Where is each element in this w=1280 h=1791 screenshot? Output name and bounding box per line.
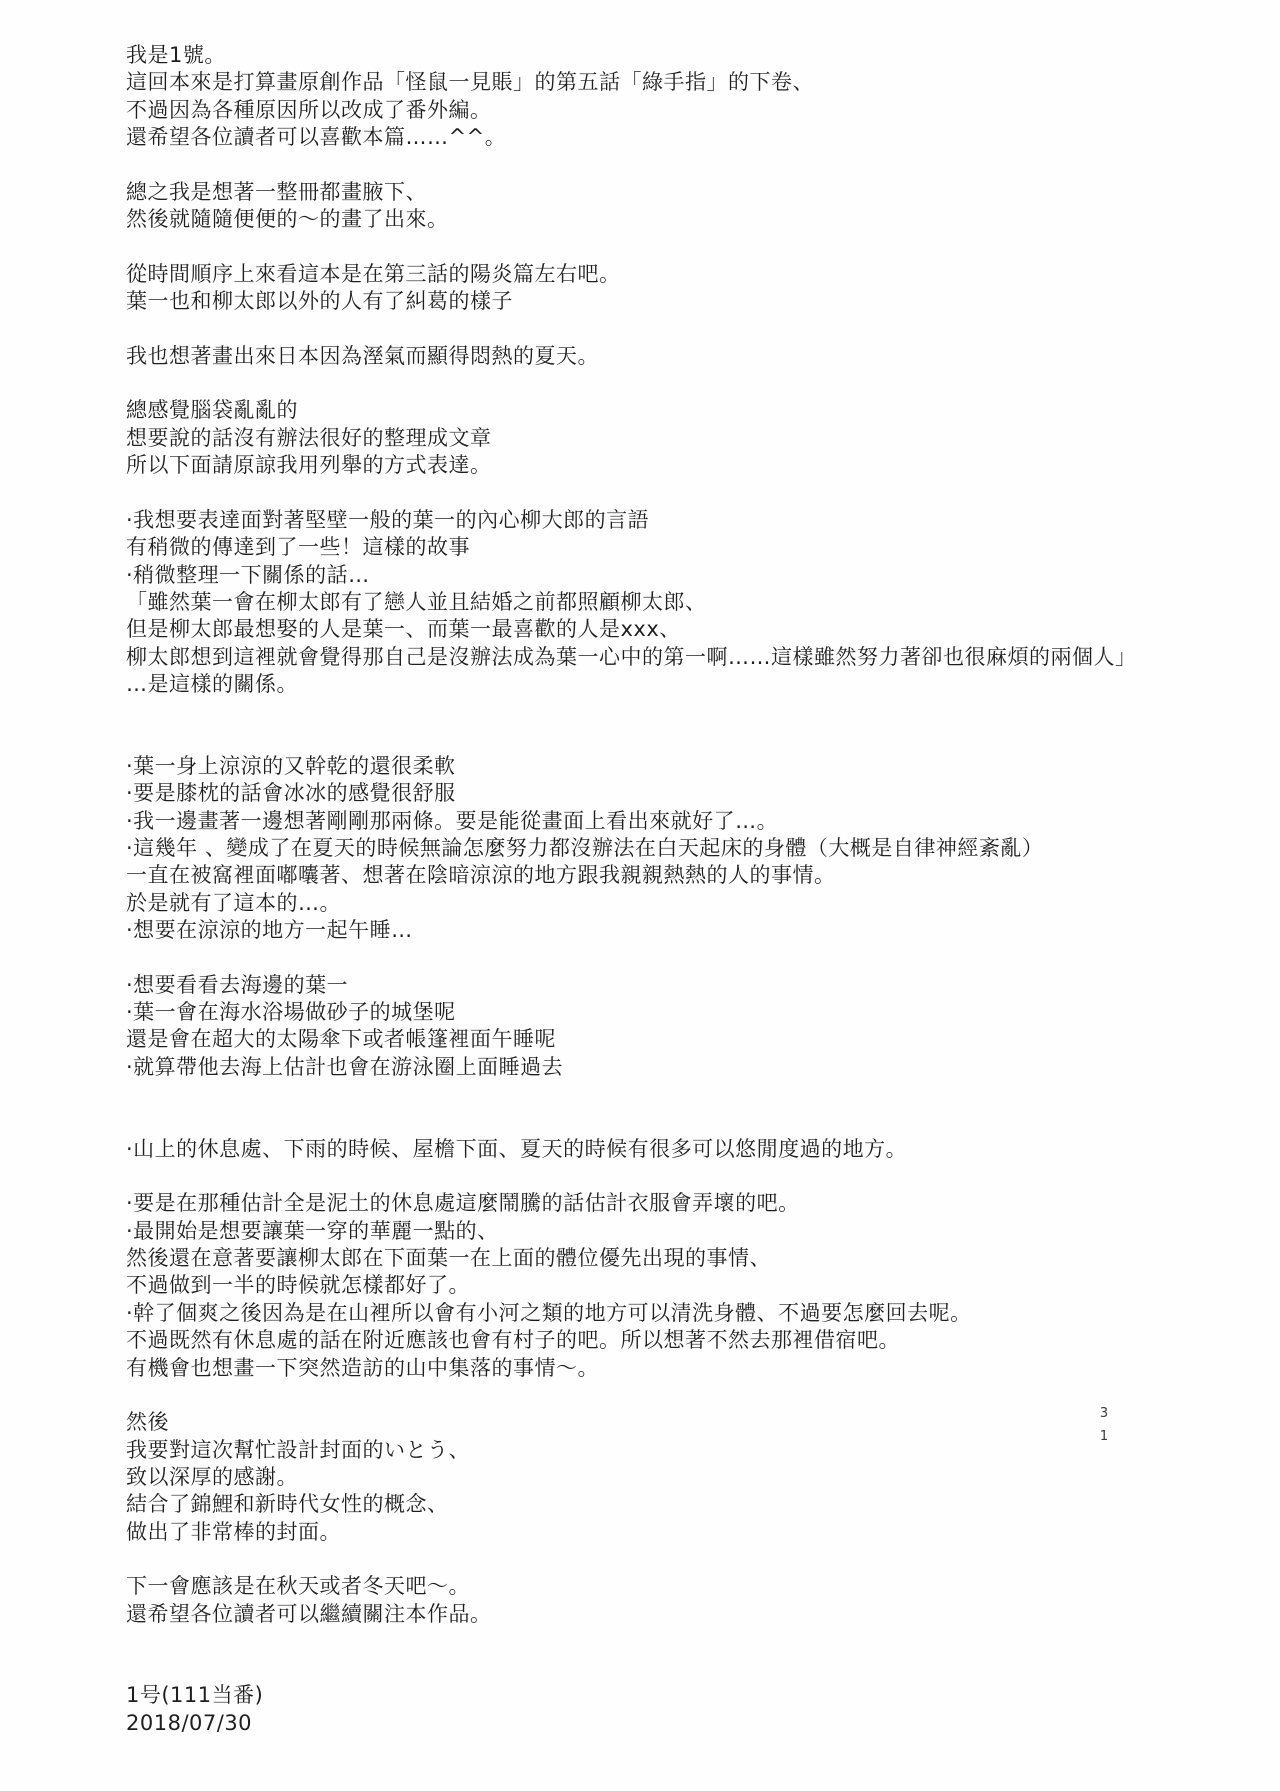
blank-line xyxy=(126,1382,1186,1409)
text-line: ·葉一身上涼涼的又幹乾的還很柔軟 xyxy=(126,753,456,778)
text-line: …是這樣的關係。 xyxy=(126,671,298,696)
text-line: ·我想要表達面對著堅壁一般的葉一的內心柳大郎的言語 xyxy=(126,507,650,532)
text-line: 致以深厚的感謝。 xyxy=(126,1464,298,1489)
text-line: 想要說的話沒有辦法很好的整理成文章 xyxy=(126,425,492,450)
text-line: 有稍微的傳達到了一些！這樣的故事 xyxy=(126,535,470,560)
text-line: ·葉一會在海水浴場做砂子的城堡呢 xyxy=(126,1000,456,1025)
text-line: 還是會在超大的太陽傘下或者帳篷裡面午睡呢 xyxy=(126,1027,556,1052)
signature-block xyxy=(126,1682,263,1737)
page-number-bottom: 1 xyxy=(1099,1429,1109,1444)
text-line: 下一會應該是在秋天或者冬天吧～。 xyxy=(126,1574,470,1599)
text-line: 於是就有了這本的…。 xyxy=(126,890,341,915)
text-line: 有機會也想畫一下突然造訪的山中集落的事情～。 xyxy=(126,1355,599,1380)
text-line: 我是1號。 xyxy=(126,43,226,67)
text-line: ·想要在涼涼的地方一起午睡… xyxy=(126,918,413,942)
blank-line xyxy=(126,370,1186,397)
text-line: 葉一也和柳太郎以外的人有了糾葛的樣子 xyxy=(126,289,513,314)
text-line: ·就算帶他去海上估計也會在游泳圈上面睡過去 xyxy=(126,1054,564,1079)
text-line: 還希望各位讀者可以繼續關注本作品。 xyxy=(126,1601,492,1626)
afterword-body xyxy=(126,42,1186,1628)
page-number-top: 3 xyxy=(1099,1406,1109,1421)
blank-line xyxy=(126,726,1186,753)
text-line: 總之我是想著一整冊都畫腋下、 xyxy=(126,179,427,204)
text-line: ·想要看看去海邊的葉一 xyxy=(126,972,349,997)
text-line: 這回本來是打算畫原創作品「怪鼠一見賬」的第五話「綠手指」的下卷、 xyxy=(126,70,814,95)
blank-line xyxy=(126,1108,1186,1135)
text-line: ·要是在那種估計全是泥土的休息處這麼鬧騰的話估計衣服會弄壞的吧。 xyxy=(126,1191,800,1216)
blank-line xyxy=(126,151,1186,178)
text-line: 不過做到一半的時候就怎樣都好了。 xyxy=(126,1273,470,1298)
text-line: 一直在被窩裡面嘟囔著、想著在陰暗涼涼的地方跟我親親熱熱的人的事情。 xyxy=(126,863,836,888)
blank-line xyxy=(126,1546,1186,1573)
text-line: 「雖然葉一會在柳太郎有了戀人並且結婚之前都照顧柳太郎、 xyxy=(126,589,707,614)
text-line: 從時間順序上來看這本是在第三話的陽炎篇左右吧。 xyxy=(126,261,621,286)
text-line: 不過既然有休息處的話在附近應該也會有村子的吧。所以想著不然去那裡借宿吧。 xyxy=(126,1328,900,1353)
blank-line xyxy=(126,944,1186,971)
blank-line xyxy=(126,1163,1186,1190)
text-line: ·稍微整理一下關係的話… xyxy=(126,562,370,587)
blank-line xyxy=(126,1081,1186,1108)
text-line: 還希望各位讀者可以喜歡本篇……^^。 xyxy=(126,125,507,150)
text-line: 所以下面請原諒我用列舉的方式表達。 xyxy=(126,453,492,478)
blank-line xyxy=(126,233,1186,260)
text-line: 柳太郎想到這裡就會覺得那自己是沒辦法成為葉一心中的第一啊……這樣雖然努力著卻也很麻煩的兩個人」 xyxy=(126,644,1137,669)
text-line: ·最開始是想要讓葉一穿的華麗一點的、 xyxy=(126,1218,499,1243)
text-line: ·這幾年 、變成了在夏天的時候無論怎麼努力都沒辦法在白天起床的身體（大概是自律神經紊亂） xyxy=(126,835,1044,860)
text-line: 然後 xyxy=(126,1410,169,1435)
text-line: ·幹了個爽之後因為是在山裡所以會有小河之類的地方可以清洗身體、不過要怎麼回去呢。 xyxy=(126,1300,972,1325)
blank-line xyxy=(126,315,1186,342)
text-line: 然後就隨隨便便的～的畫了出來。 xyxy=(126,207,449,232)
text-line: 不過因為各種原因所以改成了番外編。 xyxy=(126,97,492,122)
text-line: ·要是膝枕的話會冰冰的感覺很舒服 xyxy=(126,781,456,806)
blank-line xyxy=(126,698,1186,725)
blank-line xyxy=(126,480,1186,507)
text-line: 但是柳太郎最想娶的人是葉一、而葉一最喜歡的人是xxx、 xyxy=(126,617,681,642)
author-name: 1号(111当番) xyxy=(126,1683,264,1707)
page-number xyxy=(1097,1402,1111,1448)
text-line: 總感覺腦袋亂亂的 xyxy=(126,398,298,423)
publish-date: 2018/07/30 xyxy=(126,1710,253,1735)
text-line: 做出了非常棒的封面。 xyxy=(126,1519,341,1544)
text-line: ·山上的休息處、下雨的時候、屋檐下面、夏天的時候有很多可以悠閒度過的地方。 xyxy=(126,1136,908,1161)
text-line: 我要對這次幫忙設計封面的いとう、 xyxy=(126,1437,470,1462)
text-line: 結合了錦鯉和新時代女性的概念、 xyxy=(126,1492,449,1517)
text-line: 然後還在意著要讓柳太郎在下面葉一在上面的體位優先出現的事情、 xyxy=(126,1246,771,1271)
text-line: 我也想著畫出來日本因為溼氣而顯得悶熱的夏天。 xyxy=(126,343,599,368)
text-line: ·我一邊畫著一邊想著剛剛那兩條。要是能從畫面上看出來就好了…。 xyxy=(126,808,779,833)
